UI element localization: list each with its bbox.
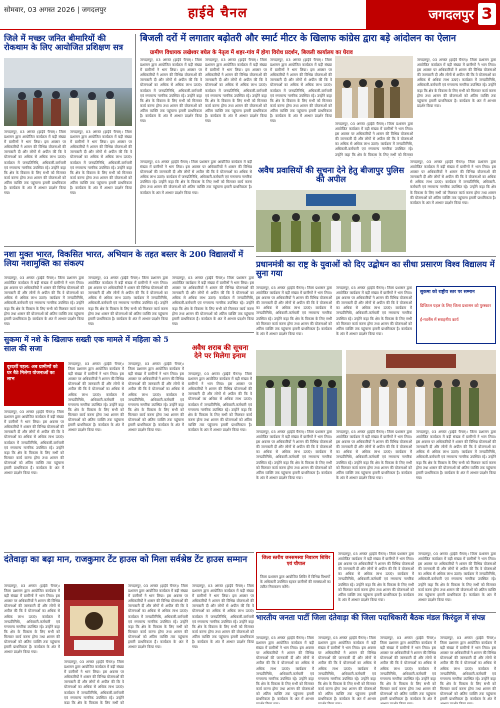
article-migrants-headline: अवैध प्रवासियों की सूचना देने हेतु बीजापुर पुलिस की अपील: [257, 165, 405, 185]
article-pm-col1: जगदलपुर, 03 अगस्त (हाईवे चैनल)। जिला प्रशासन द्वारा आयोजित कार्यक्रम में बड़ी संख्या में ग्रामीणों ने भाग लिया। इस अवसर पर अधिकारियों ने शासन की विभिन्न योजनाओं की जानकारी दी और लोगों से अपील की कि वे योजनाओं का अधिक से अधिक लाभ उठाएं। कार्यक्रम में जनप्रतिनिधि, अधिकारी-कर्मचारी एवं गणमान्य नागरिक उपस्थित रहे। उन्होंने कहा कि क्षेत्र के विकास के लिए सभी को मिलकर कार्य करना होगा तथा शासन की योजनाओं को अंतिम व्यक्ति तक पहुंचाना हमारी प्राथमिकता है। कार्यक्रम के अंत में आभार प्रदर्शन किया गया।: [256, 286, 332, 336]
article-pm-photo-1: [256, 350, 342, 426]
masthead: [0, 0, 500, 30]
article-bjp-col1: जगदलपुर, 03 अगस्त (हाईवे चैनल)। जिला प्रशासन द्वारा आयोजित कार्यक्रम में बड़ी संख्या में ग्रामीणों ने भाग लिया। इस अवसर पर अधिकारियों ने शासन की विभिन्न योजनाओं की जानकारी दी और लोगों से अपील की कि वे योजनाओं का अधिक से अधिक लाभ उठाएं। कार्यक्रम में जनप्रतिनिधि, अधिकारी-कर्मचारी एवं गणमान्य नागरिक उपस्थित रहे। उन्होंने कहा कि क्षेत्र के विकास के लिए सभी को मिलकर कार्य करना होगा तथा शासन की योजनाओं को अंतिम व्यक्ति तक पहुंचाना हमारी प्राथमिकता है। कार्यक्रम के अंत में आभार: [256, 636, 314, 702]
section-divider: [4, 332, 254, 333]
article-pledge-col3: जगदलपुर, 03 अगस्त (हाईवे चैनल)। जिला प्रशासन द्वारा आयोजित कार्यक्रम में बड़ी संख्या में ग्रामीणों ने भाग लिया। इस अवसर पर अधिकारियों ने शासन की विभिन्न योजनाओं की जानकारी दी और लोगों से अपील की कि वे योजनाओं का अधिक से अधिक लाभ उठाएं। कार्यक्रम में जनप्रतिनिधि, अधिकारी-कर्मचारी एवं गणमान्य नागरिक उपस्थित रहे। उन्होंने कहा कि क्षेत्र के विकास के लिए सभी को मिलकर कार्य करना होगा तथा शासन की योजनाओं को अंतिम व्यक्ति तक पहुंचाना हमारी प्राथमिकता है। कार्यक्रम के अंत में आभार प्रदर्शन किया गया।: [172, 276, 254, 326]
article-liquor-col1: जगदलपुर, 03 अगस्त (हाईवे चैनल)। जिला प्रशासन द्वारा आयोजित कार्यक्रम में बड़ी संख्या में ग्रामीणों ने भाग लिया। इस अवसर पर अधिकारियों ने शासन की विभिन्न योजनाओं की जानकारी दी और लोगों से अपील की कि वे योजनाओं का अधिक से अधिक लाभ उठाएं। कार्यक्रम में जनप्रतिनिधि, अधिकारी-कर्मचारी एवं गणमान्य नागरिक उपस्थित रहे। उन्होंने कहा कि क्षेत्र के विकास के लिए सभी को मिलकर कार्य करना होगा तथा शासन की योजनाओं को अंतिम व्यक्ति तक पहुंचाना हमारी प्राथमिकता है। कार्यक्रम के अंत में आभार प्रदर्शन किया गया।: [188, 372, 252, 433]
article-tenthouse-photo: [64, 584, 124, 656]
students-photo: [256, 350, 342, 426]
info-box-shivir: [256, 552, 334, 610]
info-box-sukma-item: ई-गवर्नेंस में सराहनीय कार्य: [420, 317, 459, 322]
column-divider: [135, 34, 136, 244]
award-photo: [64, 584, 124, 656]
protest-photo: [335, 56, 413, 118]
article-bjp-col4: जगदलपुर, 03 अगस्त (हाईवे चैनल)। जिला प्रशासन द्वारा आयोजित कार्यक्रम में बड़ी संख्या में ग्रामीणों ने भाग लिया। इस अवसर पर अधिकारियों ने शासन की विभिन्न योजनाओं की जानकारी दी और लोगों से अपील की कि वे योजनाओं का अधिक से अधिक लाभ उठाएं। कार्यक्रम में जनप्रतिनिधि, अधिकारी-कर्मचारी एवं गणमान्य नागरिक उपस्थित रहे। उन्होंने कहा कि क्षेत्र के विकास के लिए सभी को मिलकर कार्य करना होगा तथा शासन की योजनाओं को अंतिम व्यक्ति तक पहुंचाना हमारी प्राथमिकता है। कार्यक्रम के अंत में: [440, 636, 496, 702]
info-box-village-heading: दूरदर्शी पहल: अब ग्रामीणों को घर बैठे मिलेगा योजनाओं का लाभ: [7, 365, 58, 382]
article-tenthouse-col3: जगदलपुर, 03 अगस्त (हाईवे चैनल)। जिला प्रशासन द्वारा आयोजित कार्यक्रम में बड़ी संख्या में ग्रामीणों ने भाग लिया। इस अवसर पर अधिकारियों ने शासन की विभिन्न योजनाओं की जानकारी दी और लोगों से अपील की कि वे योजनाओं का अधिक से अधिक लाभ उठाएं। कार्यक्रम में जनप्रतिनिधि, अधिकारी-कर्मचारी एवं गणमान्य नागरिक उपस्थित रहे। उन्होंने कहा कि क्षेत्र के विकास के लिए सभी को मिलकर कार्य करना होगा तथा शासन की योजनाओं को अंतिम व्यक्ति तक पहुंचाना हमारी प्राथमिकता है। कार्यक्रम के अंत में आभार प्रदर्शन किया गया।: [128, 584, 188, 650]
article-pm-photo-2: [346, 350, 496, 426]
police-meeting-photo: [256, 190, 406, 252]
article-shivir-col1: जगदलपुर, 03 अगस्त (हाईवे चैनल)। जिला प्रशासन द्वारा आयोजित कार्यक्रम में बड़ी संख्या में ग्रामीणों ने भाग लिया। इस अवसर पर अधिकारियों ने शासन की विभिन्न योजनाओं की जानकारी दी और लोगों से अपील की कि वे योजनाओं का अधिक से अधिक लाभ उठाएं। कार्यक्रम में जनप्रतिनिधि, अधिकारी-कर्मचारी एवं गणमान्य नागरिक उपस्थित रहे। उन्होंने कहा कि क्षेत्र के विकास के लिए सभी को मिलकर कार्य करना होगा तथा शासन की योजनाओं को अंतिम व्यक्ति तक पहुंचाना हमारी प्राथमिकता है। कार्यक्रम के अंत में आभार प्रदर्शन किया गया।: [338, 552, 414, 602]
article-electricity-subhead: ग्रामीण विधायक लखेश्वर बघेल के नेतृत्व में शहर-गांव में होगा विरोध प्रदर्शन, बिजली कार्यालय का घेराव: [150, 50, 353, 56]
article-migrants-col1: जगदलपुर, 03 अगस्त (हाईवे चैनल)। जिला प्रशासन द्वारा आयोजित कार्यक्रम में बड़ी संख्या में ग्रामीणों ने भाग लिया। इस अवसर पर अधिकारियों ने शासन की विभिन्न योजनाओं की जानकारी दी और लोगों से अपील की कि वे योजनाओं का अधिक से अधिक लाभ उठाएं। कार्यक्रम में जनप्रतिनिधि, अधिकारी-कर्मचारी एवं गणमान्य नागरिक उपस्थित रहे। उन्होंने कहा कि क्षेत्र के विकास के लिए सभी को मिलकर कार्य करना होगा तथा शासन की योजनाओं को अंतिम व्यक्ति तक पहुंचाना हमारी प्राथमिकता है। कार्यक्रम के अंत में आभार प्रदर्शन किया गया।: [140, 160, 252, 195]
article-sukma-col1: जगदलपुर, 03 अगस्त (हाईवे चैनल)। जिला प्रशासन द्वारा आयोजित कार्यक्रम में बड़ी संख्या में ग्रामीणों ने भाग लिया। इस अवसर पर अधिकारियों ने शासन की विभिन्न योजनाओं की जानकारी दी और लोगों से अपील की कि वे योजनाओं का अधिक से अधिक लाभ उठाएं। कार्यक्रम में जनप्रतिनिधि, अधिकारी-कर्मचारी एवं गणमान्य नागरिक उपस्थित रहे। उन्होंने कहा कि क्षेत्र के विकास के लिए सभी को मिलकर कार्य करना होगा तथा शासन की योजनाओं को अंतिम व्यक्ति तक पहुंचाना हमारी प्राथमिकता है। कार्यक्रम के अंत में आभार प्रदर्शन किया गया।: [4, 410, 64, 476]
article-migrants-photo: [256, 190, 406, 252]
article-bjp-col2: जगदलपुर, 03 अगस्त (हाईवे चैनल)। जिला प्रशासन द्वारा आयोजित कार्यक्रम में बड़ी संख्या में ग्रामीणों ने भाग लिया। इस अवसर पर अधिकारियों ने शासन की विभिन्न योजनाओं की जानकारी दी और लोगों से अपील की कि वे योजनाओं का अधिक से अधिक लाभ उठाएं। कार्यक्रम में जनप्रतिनिधि, अधिकारी-कर्मचारी एवं गणमान्य नागरिक उपस्थित रहे। उन्होंने कहा कि क्षेत्र के विकास के लिए सभी को मिलकर कार्य करना होगा तथा शासन की योजनाओं को अंतिम व्यक्ति तक पहुंचाना हमारी प्राथमिकता है। कार्यक्रम के अंत में आभार: [318, 636, 376, 702]
article-electricity-headline: बिजली दरों में लगातार बढ़ोतरी और स्मार्ट मीटर के खिलाफ कांग्रेस द्वारा बड़े आंदोलन का ऐलान: [140, 33, 456, 44]
article-tenthouse-col1: जगदलपुर, 03 अगस्त (हाईवे चैनल)। जिला प्रशासन द्वारा आयोजित कार्यक्रम में बड़ी संख्या में ग्रामीणों ने भाग लिया। इस अवसर पर अधिकारियों ने शासन की विभिन्न योजनाओं की जानकारी दी और लोगों से अपील की कि वे योजनाओं का अधिक से अधिक लाभ उठाएं। कार्यक्रम में जनप्रतिनिधि, अधिकारी-कर्मचारी एवं गणमान्य नागरिक उपस्थित रहे। उन्होंने कहा कि क्षेत्र के विकास के लिए सभी को मिलकर कार्य करना होगा तथा शासन की योजनाओं को अंतिम व्यक्ति तक पहुंचाना हमारी प्राथमिकता है। कार्यक्रम के अंत में आभार प्रदर्शन किया गया।: [4, 584, 60, 655]
page-number: 3: [478, 3, 496, 25]
article-pm-headline: प्रधानमंत्री का राष्ट्र के युवाओं को दिए उद्बोधन का सीधा प्रसारण विश्व विद्यालय में सुना गया: [256, 259, 495, 279]
auditorium-photo: [346, 350, 496, 426]
article-pledge-col2: जगदलपुर, 03 अगस्त (हाईवे चैनल)। जिला प्रशासन द्वारा आयोजित कार्यक्रम में बड़ी संख्या में ग्रामीणों ने भाग लिया। इस अवसर पर अधिकारियों ने शासन की विभिन्न योजनाओं की जानकारी दी और लोगों से अपील की कि वे योजनाओं का अधिक से अधिक लाभ उठाएं। कार्यक्रम में जनप्रतिनिधि, अधिकारी-कर्मचारी एवं गणमान्य नागरिक उपस्थित रहे। उन्होंने कहा कि क्षेत्र के विकास के लिए सभी को मिलकर कार्य करना होगा तथा शासन की योजनाओं को अंतिम व्यक्ति तक पहुंचाना हमारी प्राथमिकता है। कार्यक्रम के अंत में आभार प्रदर्शन किया गया।: [88, 276, 168, 326]
article-pledge-headline: नशा मुक्त भारत, विकसित भारत, अभियान के तहत बस्तर के 200 विद्यालयों में लिया नशामुक्ति का संकल्प: [4, 249, 244, 269]
masthead-city-band: [366, 0, 500, 30]
section-divider: [256, 256, 496, 257]
article-pm-col2: जगदलपुर, 03 अगस्त (हाईवे चैनल)। जिला प्रशासन द्वारा आयोजित कार्यक्रम में बड़ी संख्या में ग्रामीणों ने भाग लिया। इस अवसर पर अधिकारियों ने शासन की विभिन्न योजनाओं की जानकारी दी और लोगों से अपील की कि वे योजनाओं का अधिक से अधिक लाभ उठाएं। कार्यक्रम में जनप्रतिनिधि, अधिकारी-कर्मचारी एवं गणमान्य नागरिक उपस्थित रहे। उन्होंने कहा कि क्षेत्र के विकास के लिए सभी को मिलकर कार्य करना होगा तथा शासन की योजनाओं को अंतिम व्यक्ति तक पहुंचाना हमारी प्राथमिकता है। कार्यक्रम के अंत में आभार प्रदर्शन किया गया।: [336, 286, 412, 336]
article-tenthouse-col2: जगदलपुर, 03 अगस्त (हाईवे चैनल)। जिला प्रशासन द्वारा आयोजित कार्यक्रम में बड़ी संख्या में ग्रामीणों ने भाग लिया। इस अवसर पर अधिकारियों ने शासन की विभिन्न योजनाओं की जानकारी दी और लोगों से अपील की कि वे योजनाओं का अधिक से अधिक लाभ उठाएं। कार्यक्रम में जनप्रतिनिधि, अधिकारी-कर्मचारी एवं गणमान्य नागरिक उपस्थित रहे। उन्होंने कहा कि क्षेत्र के विकास के लिए सभी को: [64, 660, 124, 704]
info-box-sukma: [416, 286, 496, 344]
article-bjp-headline: भारतीय जनता पार्टी जिला दंतेवाड़ा की जिला पदाधिकारी बैठक मंडल किरंदुल में संपन्न: [256, 613, 486, 622]
article-electricity-photo: [335, 56, 413, 118]
masthead-city: जगदलपुर: [428, 8, 474, 23]
group-photo: [4, 58, 132, 126]
info-box-shivir-body: जिला प्रशासन द्वारा आयोजित शिविर में विभिन्न विभागों के अधिकारी उपस्थित रहकर ग्रामीणों की समस्याओं का त्वरित निराकरण करेंगे।: [260, 575, 331, 589]
article-pledge-col1: जगदलपुर, 03 अगस्त (हाईवे चैनल)। जिला प्रशासन द्वारा आयोजित कार्यक्रम में बड़ी संख्या में ग्रामीणों ने भाग लिया। इस अवसर पर अधिकारियों ने शासन की विभिन्न योजनाओं की जानकारी दी और लोगों से अपील की कि वे योजनाओं का अधिक से अधिक लाभ उठाएं। कार्यक्रम में जनप्रतिनिधि, अधिकारी-कर्मचारी एवं गणमान्य नागरिक उपस्थित रहे। उन्होंने कहा कि क्षेत्र के विकास के लिए सभी को मिलकर कार्य करना होगा तथा शासन की योजनाओं को अंतिम व्यक्ति तक पहुंचाना हमारी प्राथमिकता है। कार्यक्रम के अंत में आभार प्रदर्शन किया गया।: [4, 276, 84, 326]
article-migrants-col2: जगदलपुर, 03 अगस्त (हाईवे चैनल)। जिला प्रशासन द्वारा आयोजित कार्यक्रम में बड़ी संख्या में ग्रामीणों ने भाग लिया। इस अवसर पर अधिकारियों ने शासन की विभिन्न योजनाओं की जानकारी दी और लोगों से अपील की कि वे योजनाओं का अधिक से अधिक लाभ उठाएं। कार्यक्रम में जनप्रतिनिधि, अधिकारी-कर्मचारी एवं गणमान्य नागरिक उपस्थित रहे। उन्होंने कहा कि क्षेत्र के विकास के लिए सभी को मिलकर कार्य करना होगा तथा शासन की योजनाओं को अंतिम व्यक्ति तक पहुंचाना हमारी प्राथमिकता है। कार्यक्रम के अंत में आभार प्रदर्शन किया गया।: [410, 160, 496, 205]
info-box-sukma-item: डिजिटल पहल के लिए जिला प्रशासन को पुरस्कार: [420, 303, 491, 308]
article-electricity-col1: जगदलपुर, 03 अगस्त (हाईवे चैनल)। जिला प्रशासन द्वारा आयोजित कार्यक्रम में बड़ी संख्या में ग्रामीणों ने भाग लिया। इस अवसर पर अधिकारियों ने शासन की विभिन्न योजनाओं की जानकारी दी और लोगों से अपील की कि वे योजनाओं का अधिक से अधिक लाभ उठाएं। कार्यक्रम में जनप्रतिनिधि, अधिकारी-कर्मचारी एवं गणमान्य नागरिक उपस्थित रहे। उन्होंने कहा कि क्षेत्र के विकास के लिए सभी को मिलकर कार्य करना होगा तथा शासन की योजनाओं को अंतिम व्यक्ति तक पहुंचाना हमारी प्राथमिकता है। कार्यक्रम के अंत में आभार प्रदर्शन किया गया।: [140, 58, 202, 124]
article-electricity-col5: जगदलपुर, 03 अगस्त (हाईवे चैनल)। जिला प्रशासन द्वारा आयोजित कार्यक्रम में बड़ी संख्या में ग्रामीणों ने भाग लिया। इस अवसर पर अधिकारियों ने शासन की विभिन्न योजनाओं की जानकारी दी और लोगों से अपील की कि वे योजनाओं का अधिक से अधिक लाभ उठाएं। कार्यक्रम में जनप्रतिनिधि, अधिकारी-कर्मचारी एवं गणमान्य नागरिक उपस्थित रहे। उन्होंने कहा कि क्षेत्र के विकास के लिए सभी को मिलकर: [335, 122, 413, 157]
article-liquor-headline: अवैध शराब की सूचना देने पर मिलेगा इनाम: [191, 343, 249, 361]
masthead-date: सोमवार, 03 अगस्त 2026 | जगदलपुर: [4, 6, 107, 14]
article-electricity-col2: जगदलपुर, 03 अगस्त (हाईवे चैनल)। जिला प्रशासन द्वारा आयोजित कार्यक्रम में बड़ी संख्या में ग्रामीणों ने भाग लिया। इस अवसर पर अधिकारियों ने शासन की विभिन्न योजनाओं की जानकारी दी और लोगों से अपील की कि वे योजनाओं का अधिक से अधिक लाभ उठाएं। कार्यक्रम में जनप्रतिनिधि, अधिकारी-कर्मचारी एवं गणमान्य नागरिक उपस्थित रहे। उन्होंने कहा कि क्षेत्र के विकास के लिए सभी को मिलकर कार्य करना होगा तथा शासन की योजनाओं को अंतिम व्यक्ति तक पहुंचाना हमारी प्राथमिकता है। कार्यक्रम के अंत में आभार प्रदर्शन किया गया।: [205, 58, 267, 124]
article-pm-col5: जगदलपुर, 03 अगस्त (हाईवे चैनल)। जिला प्रशासन द्वारा आयोजित कार्यक्रम में बड़ी संख्या में ग्रामीणों ने भाग लिया। इस अवसर पर अधिकारियों ने शासन की विभिन्न योजनाओं की जानकारी दी और लोगों से अपील की कि वे योजनाओं का अधिक से अधिक लाभ उठाएं। कार्यक्रम में जनप्रतिनिधि, अधिकारी-कर्मचारी एवं गणमान्य नागरिक उपस्थित रहे। उन्होंने कहा कि क्षेत्र के विकास के लिए सभी को मिलकर कार्य करना होगा तथा शासन की योजनाओं को अंतिम व्यक्ति तक पहुंचाना हमारी प्राथमिकता है। कार्यक्रम के अंत में आभार प्रदर्शन किया गया।: [416, 430, 496, 480]
article-sukma-col3: जगदलपुर, 03 अगस्त (हाईवे चैनल)। जिला प्रशासन द्वारा आयोजित कार्यक्रम में बड़ी संख्या में ग्रामीणों ने भाग लिया। इस अवसर पर अधिकारियों ने शासन की विभिन्न योजनाओं की जानकारी दी और लोगों से अपील की कि वे योजनाओं का अधिक से अधिक लाभ उठाएं। कार्यक्रम में जनप्रतिनिधि, अधिकारी-कर्मचारी एवं गणमान्य नागरिक उपस्थित रहे। उन्होंने कहा कि क्षेत्र के विकास के लिए सभी को मिलकर कार्य करना होगा तथा शासन की योजनाओं को अंतिम व्यक्ति तक पहुंचाना हमारी प्राथमिकता है। कार्यक्रम के अंत में आभार प्रदर्शन किया गया।: [128, 362, 184, 433]
article-electricity-col3: जगदलपुर, 03 अगस्त (हाईवे चैनल)। जिला प्रशासन द्वारा आयोजित कार्यक्रम में बड़ी संख्या में ग्रामीणों ने भाग लिया। इस अवसर पर अधिकारियों ने शासन की विभिन्न योजनाओं की जानकारी दी और लोगों से अपील की कि वे योजनाओं का अधिक से अधिक लाभ उठाएं। कार्यक्रम में जनप्रतिनिधि, अधिकारी-कर्मचारी एवं गणमान्य नागरिक उपस्थित रहे। उन्होंने कहा कि क्षेत्र के विकास के लिए सभी को मिलकर कार्य करना होगा तथा शासन की योजनाओं को अंतिम व्यक्ति तक पहुंचाना हमारी प्राथमिकता है। कार्यक्रम के अंत में आभार प्रदर्शन किया गया।: [270, 58, 332, 124]
article-shivir-col2: जगदलपुर, 03 अगस्त (हाईवे चैनल)। जिला प्रशासन द्वारा आयोजित कार्यक्रम में बड़ी संख्या में ग्रामीणों ने भाग लिया। इस अवसर पर अधिकारियों ने शासन की विभिन्न योजनाओं की जानकारी दी और लोगों से अपील की कि वे योजनाओं का अधिक से अधिक लाभ उठाएं। कार्यक्रम में जनप्रतिनिधि, अधिकारी-कर्मचारी एवं गणमान्य नागरिक उपस्थित रहे। उन्होंने कहा कि क्षेत्र के विकास के लिए सभी को मिलकर कार्य करना होगा तथा शासन की योजनाओं को अंतिम व्यक्ति तक पहुंचाना हमारी प्राथमिकता है। कार्यक्रम के अंत में आभार प्रदर्शन किया गया।: [418, 552, 496, 602]
article-sukma-headline: सुकमा में नशे के खिलाफ सख्ती एक मामले में महिला को 5 साल की सजा: [4, 335, 169, 353]
article-pm-col4: जगदलपुर, 03 अगस्त (हाईवे चैनल)। जिला प्रशासन द्वारा आयोजित कार्यक्रम में बड़ी संख्या में ग्रामीणों ने भाग लिया। इस अवसर पर अधिकारियों ने शासन की विभिन्न योजनाओं की जानकारी दी और लोगों से अपील की कि वे योजनाओं का अधिक से अधिक लाभ उठाएं। कार्यक्रम में जनप्रतिनिधि, अधिकारी-कर्मचारी एवं गणमान्य नागरिक उपस्थित रहे। उन्होंने कहा कि क्षेत्र के विकास के लिए सभी को मिलकर कार्य करना होगा तथा शासन की योजनाओं को अंतिम व्यक्ति तक पहुंचाना हमारी प्राथमिकता है। कार्यक्रम के अंत में आभार प्रदर्शन किया गया।: [336, 430, 412, 480]
article-pm-col3: जगदलपुर, 03 अगस्त (हाईवे चैनल)। जिला प्रशासन द्वारा आयोजित कार्यक्रम में बड़ी संख्या में ग्रामीणों ने भाग लिया। इस अवसर पर अधिकारियों ने शासन की विभिन्न योजनाओं की जानकारी दी और लोगों से अपील की कि वे योजनाओं का अधिक से अधिक लाभ उठाएं। कार्यक्रम में जनप्रतिनिधि, अधिकारी-कर्मचारी एवं गणमान्य नागरिक उपस्थित रहे। उन्होंने कहा कि क्षेत्र के विकास के लिए सभी को मिलकर कार्य करना होगा तथा शासन की योजनाओं को अंतिम व्यक्ति तक पहुंचाना हमारी प्राथमिकता है। कार्यक्रम के अंत में आभार प्रदर्शन किया गया।: [256, 430, 332, 480]
article-mosquito-photo: [4, 58, 132, 126]
article-mosquito-col2: जगदलपुर, 03 अगस्त (हाईवे चैनल)। जिला प्रशासन द्वारा आयोजित कार्यक्रम में बड़ी संख्या में ग्रामीणों ने भाग लिया। इस अवसर पर अधिकारियों ने शासन की विभिन्न योजनाओं की जानकारी दी और लोगों से अपील की कि वे योजनाओं का अधिक से अधिक लाभ उठाएं। कार्यक्रम में जनप्रतिनिधि, अधिकारी-कर्मचारी एवं गणमान्य नागरिक उपस्थित रहे। उन्होंने कहा कि क्षेत्र के विकास के लिए सभी को मिलकर कार्य करना होगा तथा शासन की योजनाओं को अंतिम व्यक्ति तक पहुंचाना हमारी प्राथमिकता है। कार्यक्रम के अंत में आभार प्रदर्शन किया गया।: [70, 130, 132, 196]
article-tenthouse-col4: जगदलपुर, 03 अगस्त (हाईवे चैनल)। जिला प्रशासन द्वारा आयोजित कार्यक्रम में बड़ी संख्या में ग्रामीणों ने भाग लिया। इस अवसर पर अधिकारियों ने शासन की विभिन्न योजनाओं की जानकारी दी और लोगों से अपील की कि वे योजनाओं का अधिक से अधिक लाभ उठाएं। कार्यक्रम में जनप्रतिनिधि, अधिकारी-कर्मचारी एवं गणमान्य नागरिक उपस्थित रहे। उन्होंने कहा कि क्षेत्र के विकास के लिए सभी को मिलकर कार्य करना होगा तथा शासन की योजनाओं को अंतिम व्यक्ति तक पहुंचाना हमारी प्राथमिकता है। कार्यक्रम के अंत में आभार प्रदर्शन किया गया।: [192, 584, 254, 650]
article-mosquito-col1: जगदलपुर, 03 अगस्त (हाईवे चैनल)। जिला प्रशासन द्वारा आयोजित कार्यक्रम में बड़ी संख्या में ग्रामीणों ने भाग लिया। इस अवसर पर अधिकारियों ने शासन की विभिन्न योजनाओं की जानकारी दी और लोगों से अपील की कि वे योजनाओं का अधिक से अधिक लाभ उठाएं। कार्यक्रम में जनप्रतिनिधि, अधिकारी-कर्मचारी एवं गणमान्य नागरिक उपस्थित रहे। उन्होंने कहा कि क्षेत्र के विकास के लिए सभी को मिलकर कार्य करना होगा तथा शासन की योजनाओं को अंतिम व्यक्ति तक पहुंचाना हमारी प्राथमिकता है। कार्यक्रम के अंत में आभार प्रदर्शन किया गया।: [4, 130, 66, 196]
article-sukma-col2: जगदलपुर, 03 अगस्त (हाईवे चैनल)। जिला प्रशासन द्वारा आयोजित कार्यक्रम में बड़ी संख्या में ग्रामीणों ने भाग लिया। इस अवसर पर अधिकारियों ने शासन की विभिन्न योजनाओं की जानकारी दी और लोगों से अपील की कि वे योजनाओं का अधिक से अधिक लाभ उठाएं। कार्यक्रम में जनप्रतिनिधि, अधिकारी-कर्मचारी एवं गणमान्य नागरिक उपस्थित रहे। उन्होंने कहा कि क्षेत्र के विकास के लिए सभी को मिलकर कार्य करना होगा तथा शासन की योजनाओं को अंतिम व्यक्ति तक पहुंचाना हमारी प्राथमिकता है। कार्यक्रम के अंत में आभार प्रदर्शन किया गया।: [68, 362, 124, 433]
info-box-shivir-heading: जिला स्तरीय जनसमस्या निवारण शिविर एवं चौपाल: [261, 556, 331, 568]
masthead-title: हाईवे चैनल: [188, 6, 248, 21]
article-tenthouse-headline: दंतेवाड़ा का बढ़ा मान, राजकुमार टेंट हाउस को मिला सर्वश्रेष्ठ टेंट हाउस सम्मान: [4, 555, 248, 565]
article-electricity-col4: जगदलपुर, 03 अगस्त (हाईवे चैनल)। जिला प्रशासन द्वारा आयोजित कार्यक्रम में बड़ी संख्या में ग्रामीणों ने भाग लिया। इस अवसर पर अधिकारियों ने शासन की विभिन्न योजनाओं की जानकारी दी और लोगों से अपील की कि वे योजनाओं का अधिक से अधिक लाभ उठाएं। कार्यक्रम में जनप्रतिनिधि, अधिकारी-कर्मचारी एवं गणमान्य नागरिक उपस्थित रहे। उन्होंने कहा कि क्षेत्र के विकास के लिए सभी को मिलकर कार्य करना होगा तथा शासन की योजनाओं को अंतिम व्यक्ति तक पहुंचाना हमारी प्राथमिकता है। कार्यक्रम के अंत में आभार प्रदर्शन किया गया।: [417, 58, 496, 108]
section-divider: [4, 246, 254, 247]
article-mosquito-headline: जिले में मच्छर जनित बीमारियों की रोकथाम के लिए आयोजित प्रशिक्षण सत्र: [4, 33, 124, 53]
info-box-sukma-heading: सुकमा को राष्ट्रीय स्तर पर सम्मान: [420, 290, 475, 295]
section-divider: [4, 552, 254, 553]
article-bjp-col3: जगदलपुर, 03 अगस्त (हाईवे चैनल)। जिला प्रशासन द्वारा आयोजित कार्यक्रम में बड़ी संख्या में ग्रामीणों ने भाग लिया। इस अवसर पर अधिकारियों ने शासन की विभिन्न योजनाओं की जानकारी दी और लोगों से अपील की कि वे योजनाओं का अधिक से अधिक लाभ उठाएं। कार्यक्रम में जनप्रतिनिधि, अधिकारी-कर्मचारी एवं गणमान्य नागरिक उपस्थित रहे। उन्होंने कहा कि क्षेत्र के विकास के लिए सभी को मिलकर कार्य करना होगा तथा शासन की योजनाओं को अंतिम व्यक्ति तक पहुंचाना हमारी प्राथमिकता है। कार्यक्रम के अंत में: [380, 636, 436, 702]
info-box-village: [4, 362, 64, 406]
